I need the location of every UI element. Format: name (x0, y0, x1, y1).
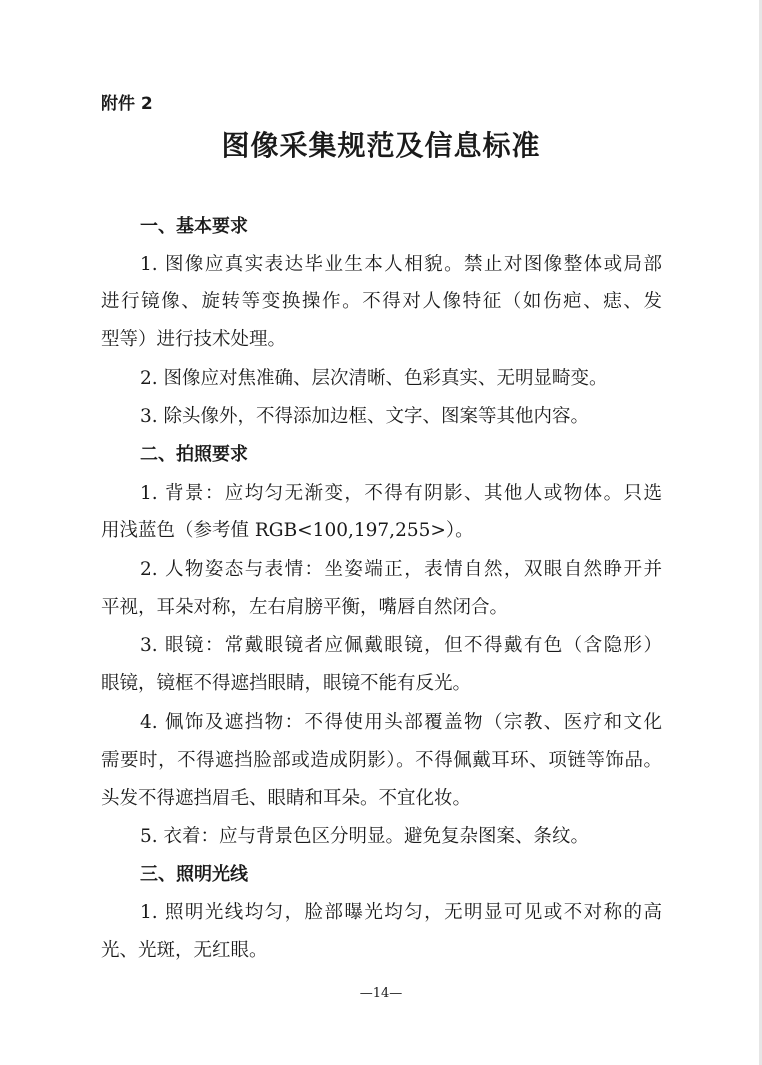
paragraph-line: 用浅蓝色（参考值 RGB<100,197,255>）。 (101, 520, 474, 541)
paragraph-line: 平视，耳朵对称，左右肩膀平衡，嘴唇自然闭合。 (101, 597, 509, 618)
paragraph-line: 光、光斑，无红眼。 (101, 940, 268, 961)
paragraph-line: 3. 除头像外，不得添加边框、文字、图案等其他内容。 (140, 406, 590, 427)
document-title: 图像采集规范及信息标准 (221, 129, 541, 162)
section-heading-lighting: 三、照明光线 (140, 864, 248, 885)
paragraph-line: 头发不得遮挡眉毛、眼睛和耳朵。不宜化妆。 (101, 788, 472, 809)
paragraph-line: 1. 图像应真实表达毕业生本人相貌。禁止对图像整体或局部 (140, 254, 662, 275)
paragraph-line: 1. 背景：应均匀无渐变，不得有阴影、其他人或物体。只选 (140, 483, 662, 504)
paragraph-line: 5. 衣着：应与背景色区分明显。避免复杂图案、条纹。 (140, 826, 590, 847)
paragraph-line: 眼镜，镜框不得遮挡眼睛，眼镜不能有反光。 (101, 673, 472, 694)
section-heading-basic-requirements: 一、基本要求 (140, 216, 248, 237)
attachment-label: 附件 2 (101, 94, 153, 114)
paragraph-line: 型等）进行技术处理。 (101, 329, 287, 350)
paragraph-line: 2. 人物姿态与表情：坐姿端正，表情自然，双眼自然睁开并 (140, 559, 662, 580)
section-heading-photo-requirements: 二、拍照要求 (140, 444, 248, 465)
paragraph-line: 1. 照明光线均匀，脸部曝光均匀，无明显可见或不对称的高 (140, 902, 662, 923)
paragraph-line: 需要时，不得遮挡脸部或造成阴影）。不得佩戴耳环、项链等饰品。 (101, 750, 662, 771)
page-number: —14— (359, 986, 403, 1001)
paragraph-line: 4. 佩饰及遮挡物：不得使用头部覆盖物（宗教、医疗和文化 (140, 712, 662, 733)
paragraph-line: 3. 眼镜：常戴眼镜者应佩戴眼镜，但不得戴有色（含隐形） (140, 635, 662, 656)
paragraph-line: 进行镜像、旋转等变换操作。不得对人像特征（如伤疤、痣、发 (101, 291, 662, 312)
paragraph-line: 2. 图像应对焦准确、层次清晰、色彩真实、无明显畸变。 (140, 368, 608, 389)
